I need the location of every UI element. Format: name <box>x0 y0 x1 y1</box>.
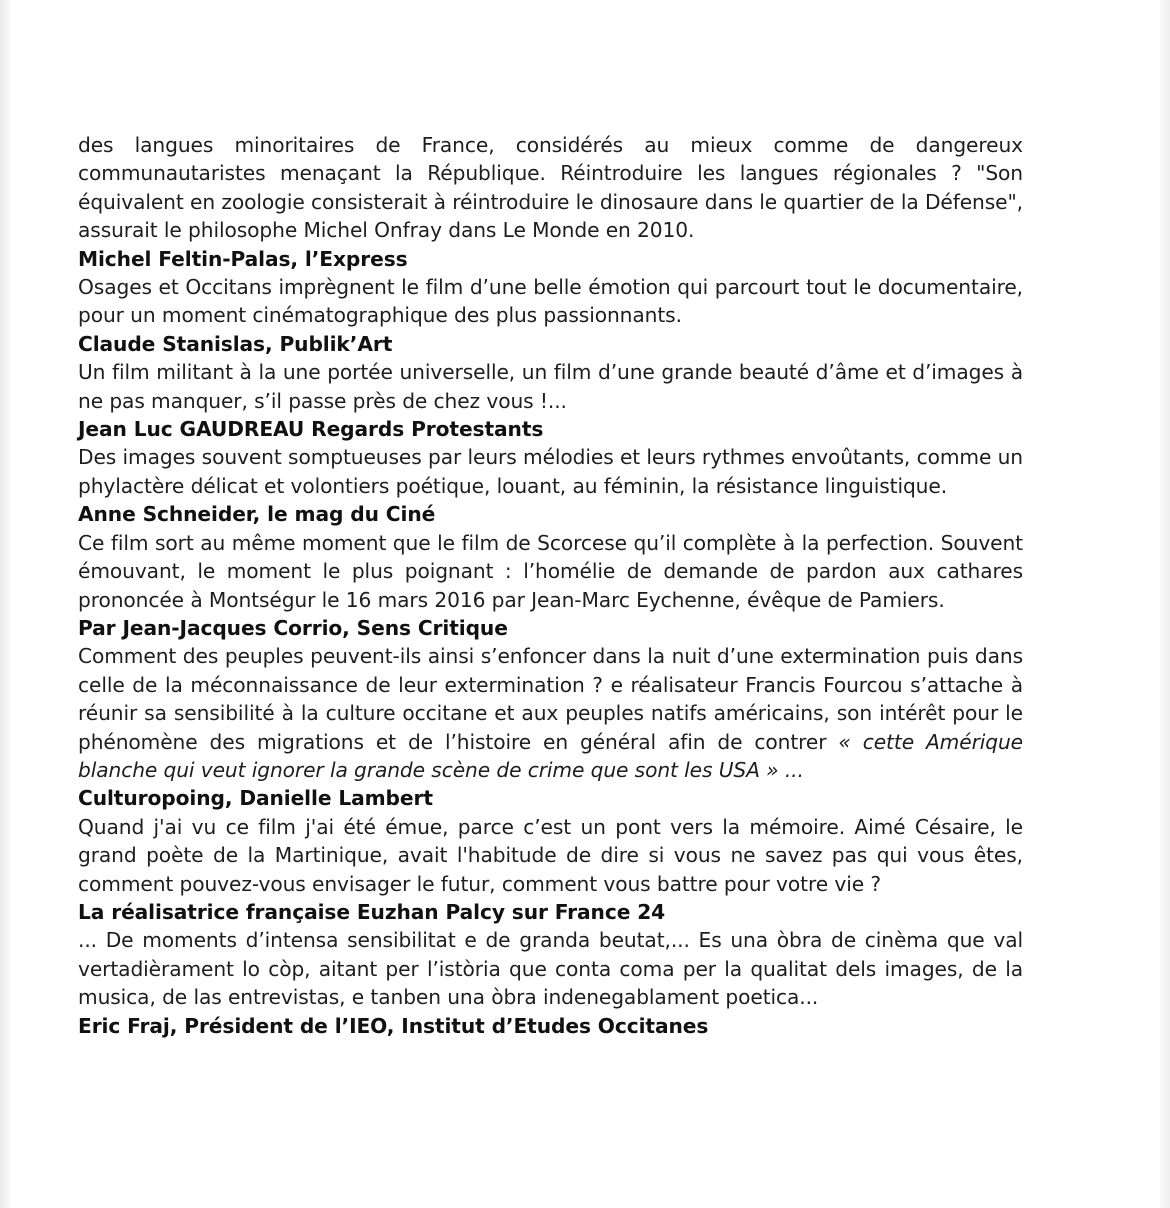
quote-text: Un film militant à la une portée universelle, un film d’une grande beauté d’âme et d’images à ne pas manquer, s’il passe près de chez vous !... <box>78 360 1023 413</box>
quote-source: Michel Feltin-Palas, l’Express <box>78 246 408 271</box>
quote-text: Des images souvent somptueuses par leurs mélodies et leurs rythmes envoûtants, comme un phylactère délicat et volontiers poétique, louant, au féminin, la résistance linguistique. <box>78 445 1023 498</box>
quote-source: Culturopoing, Danielle Lambert <box>78 786 433 811</box>
quote-text: Ce film sort au même moment que le film de Scorcese qu’il complète à la perfection. Souvent émouvant, le moment le plus poignant : l’homélie de demande de pardon aux cathares prononcée à Montségur le 16 mars 2016 par Jean-Marc Eychenne, évêque de Pamiers. <box>78 530 1023 612</box>
quote-source: Jean Luc GAUDREAU Regards Protestants <box>78 417 544 442</box>
press-quotes <box>78 131 1023 1040</box>
quote-text: ... De moments d’intensa sensibilitat e de granda beutat,... Es una òbra de cinèma que val vertadièrament lo còp, aitant per l’istòria que conta coma per la qualitat dels images, de la musica, de las entrevistas, e tanben una òbra indenegablament poetica... <box>78 928 1023 1010</box>
quote-text-end: ... <box>778 757 804 782</box>
quote-text: Osages et Occitans imprègnent le film d’une belle émotion qui parcourt tout le documentaire, pour un moment cinématographique des plus passionnants. <box>78 275 1023 328</box>
document-page <box>10 0 1160 1208</box>
quote-source: Eric Fraj, Président de l’IEO, Institut d’Etudes Occitanes <box>78 1013 709 1038</box>
quote-source: Claude Stanislas, Publik’Art <box>78 331 393 356</box>
quote-text: Quand j'ai vu ce film j'ai été émue, parce c’est un pont vers la mémoire. Aimé Césaire, le grand poète de la Martinique, avait l'habitude de dire si vous ne savez pas qui vous êtes, comment pouvez-vous envisager le futur, comment vous battre pour votre vie ? <box>78 814 1023 896</box>
quote-text <box>78 642 1023 784</box>
quote-text: des langues minoritaires de France, considérés au mieux comme de dangereux communautaristes menaçant la République. Réintroduire les langues régionales ? "Son équivalent en zoologie consisterait à réintroduire le dinosaure dans le quartier de la Défense", assurait le philosophe Michel Onfray dans Le Monde en 2010. <box>78 133 1023 243</box>
quote-text-main: Comment des peuples peuvent-ils ainsi s’enfoncer dans la nuit d’une extermination puis dans celle de la méconnaissance de leur extermination ? e réalisateur Francis Fourcou s’attache à réunir sa sensibilité à la culture occitane et aux peuples natifs américains, son intérêt pour le phénomène des migrations et de l’histoire en général afin de contrer <box>78 644 1023 754</box>
quote-source: La réalisatrice française Euzhan Palcy sur France 24 <box>78 899 666 924</box>
quote-text-italic: « cette Amérique blanche qui veut ignorer la grande scène de crime que sont les USA » <box>78 729 1024 782</box>
quote-source: Anne Schneider, le mag du Ciné <box>78 502 436 527</box>
quote-source: Par Jean-Jacques Corrio, Sens Critique <box>78 615 508 640</box>
